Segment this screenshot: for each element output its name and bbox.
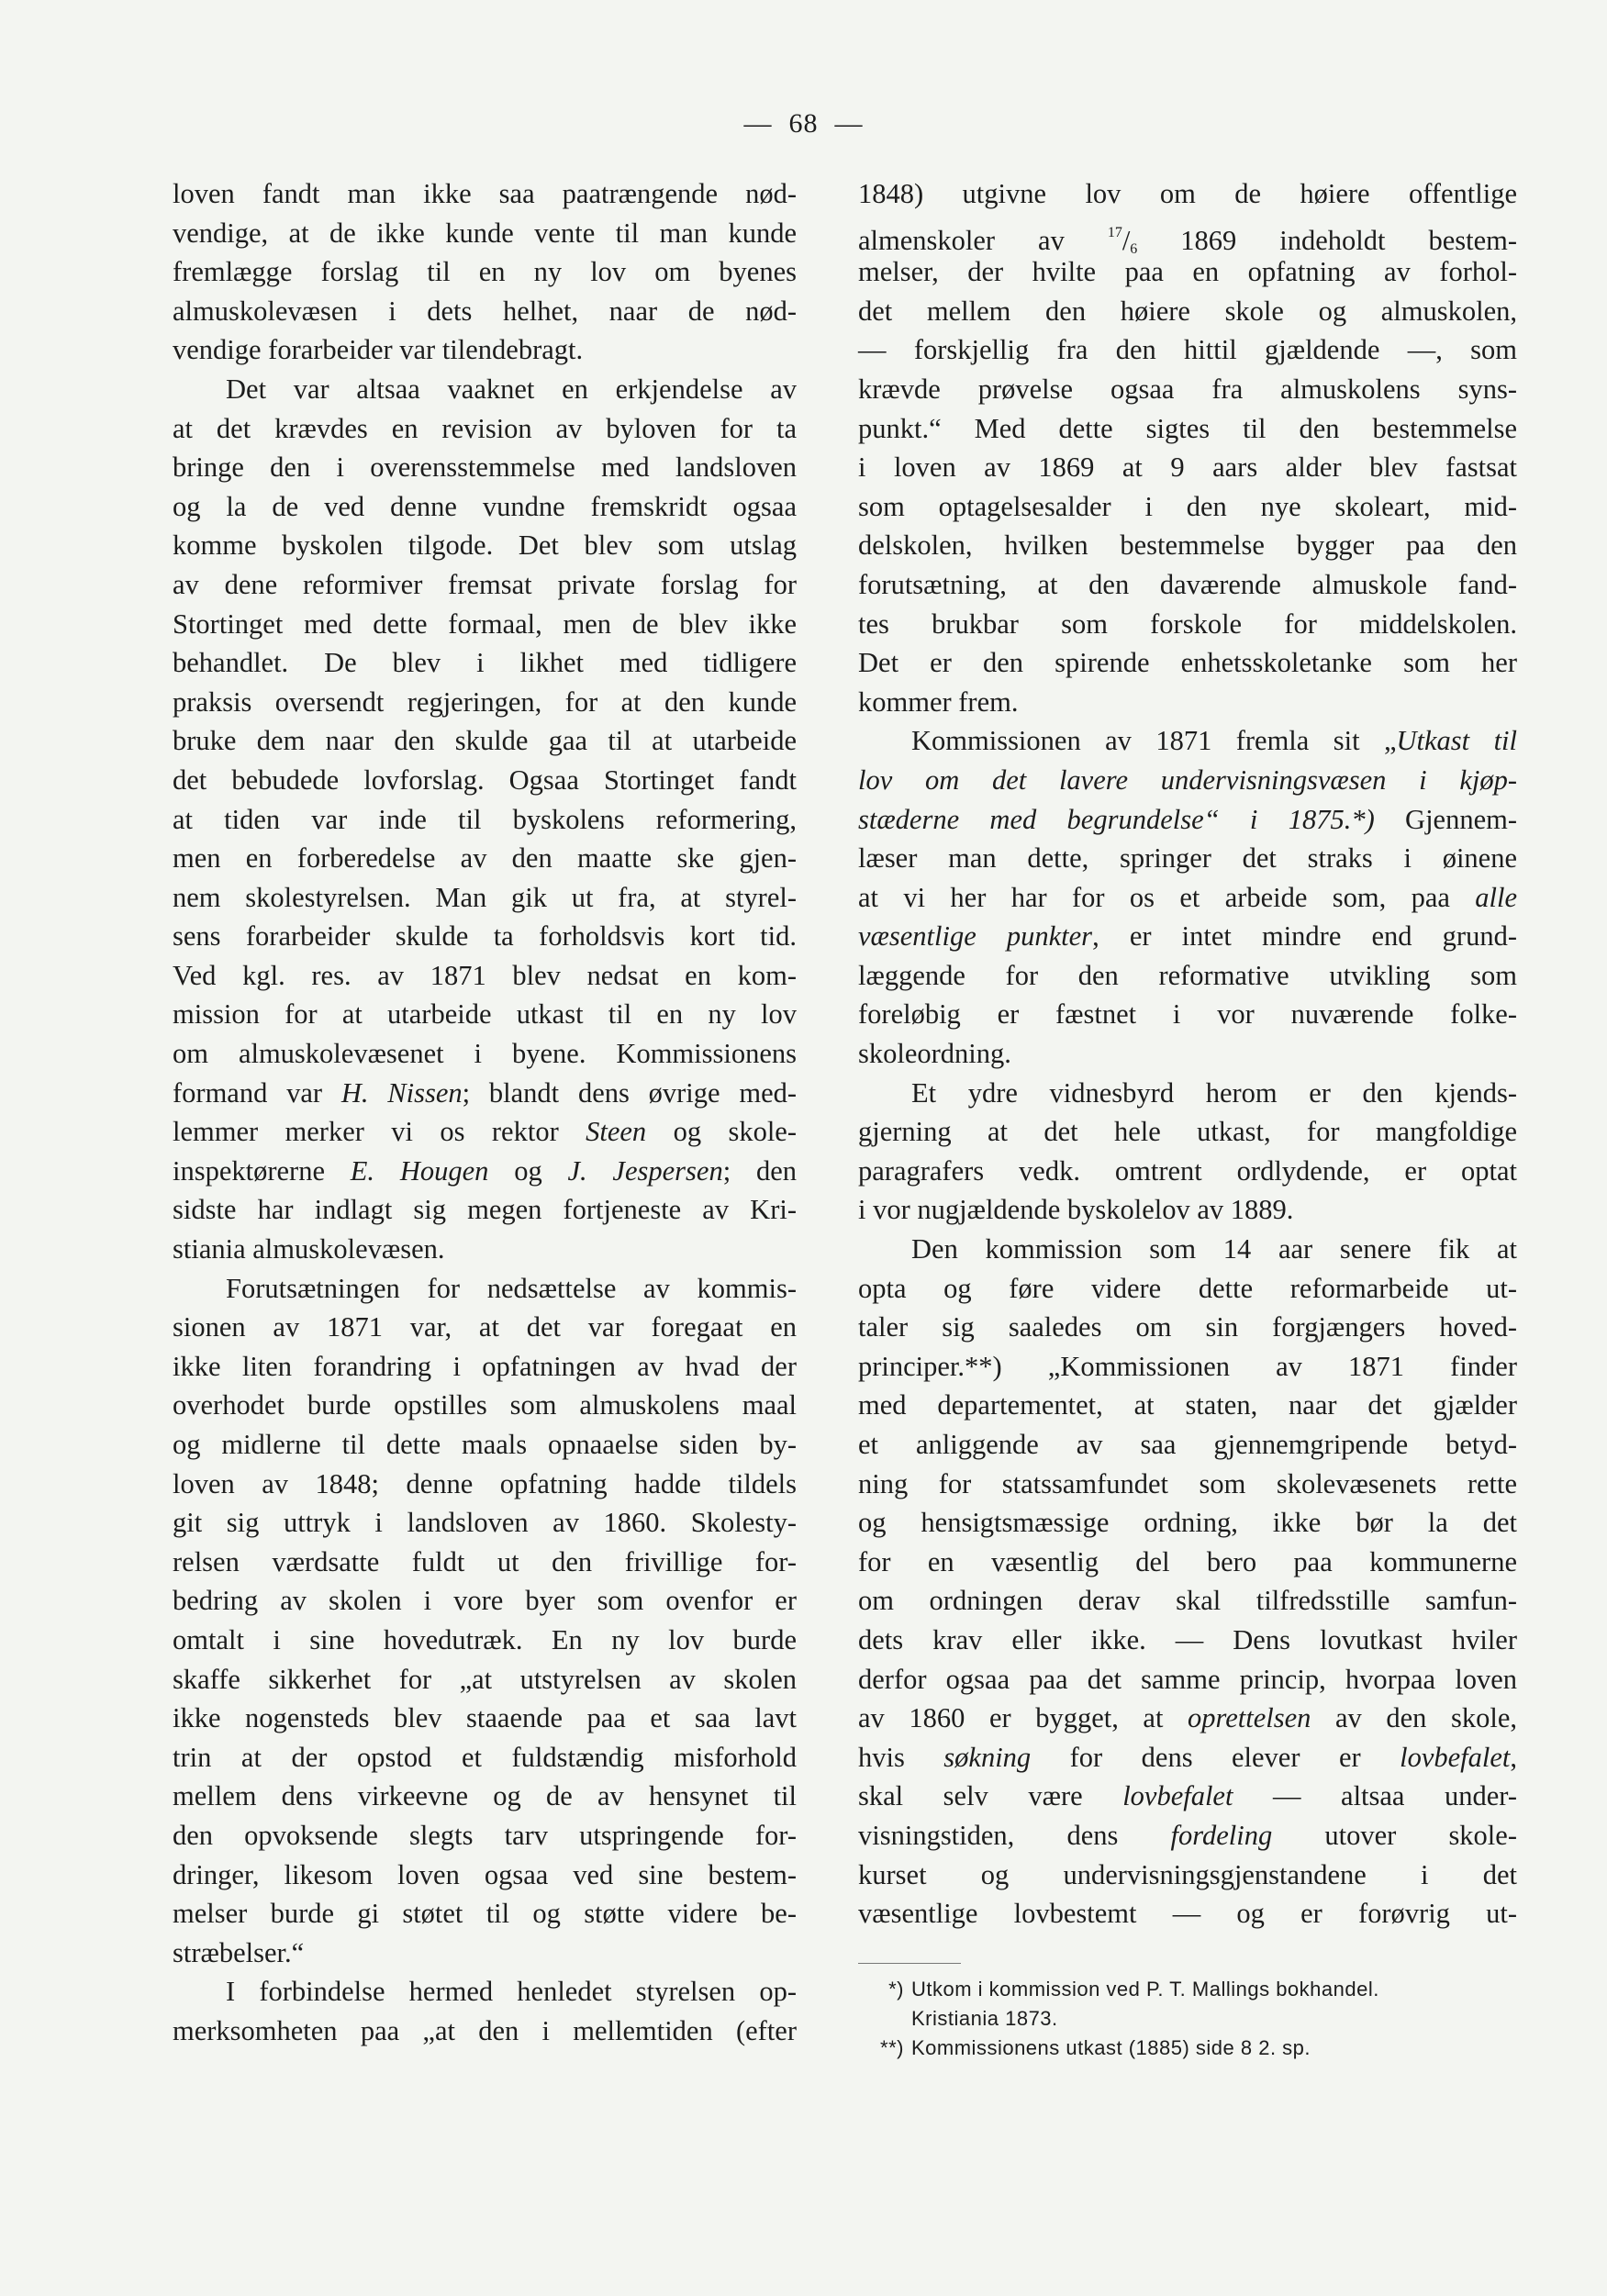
- text-line: melser, der hvilte paa en opfatning av forhol-: [858, 256, 1517, 288]
- text-segment: at vi her har for os et arbeide som, paa: [858, 881, 1450, 913]
- text-line: gjerning at det hele utkast, for mangfoldige: [858, 1116, 1517, 1148]
- text-line: bringe den i overensstemmelse med landsloven: [173, 451, 797, 484]
- text-line: om almuskolevæsenet i byene. Kommissionens: [173, 1038, 797, 1070]
- text-line: fremlægge forslag til en ny lov om byenes: [173, 256, 797, 288]
- footnotes: [858, 1975, 1501, 2063]
- text-line: [858, 917, 1517, 956]
- text-line: vendige forarbeider var tilendebragt.: [173, 334, 584, 366]
- text-line: loven av 1848; denne opfatning hadde tildels: [173, 1467, 797, 1499]
- footnote-1-continuation: Kristiania 1873.: [911, 2007, 1058, 2030]
- text-line: tes brukbar som forskole for middelskolen.: [858, 607, 1517, 640]
- text-line: ikke nogensteds blev staaende paa et saa lavt: [173, 1702, 797, 1734]
- text-line: [173, 1152, 797, 1191]
- text-line: foreløbig er fæstnet i vor nuværende folke-: [858, 998, 1517, 1031]
- text-segment: og skole-: [646, 1116, 797, 1148]
- footnote-mark: **): [880, 2036, 904, 2059]
- text-line: Ved kgl. res. av 1871 blev nedsat en kom-: [173, 959, 797, 991]
- page-number-dash-left: —: [743, 108, 773, 139]
- text-segment: utover skole-: [1272, 1819, 1517, 1851]
- text-line: i vor nugjældende byskolelov av 1889.: [858, 1194, 1294, 1226]
- person-name: E. Hougen: [350, 1154, 489, 1187]
- text-line: Stortinget med dette formaal, men de blev ikke: [173, 607, 797, 640]
- text-line: overhodet burde opstilles som almuskolens maal: [173, 1389, 797, 1421]
- text-segment: lemmer merker vi os rektor: [173, 1116, 559, 1148]
- footnote-text: Kommissionens utkast (1885) side 8 2. sp.: [911, 2036, 1311, 2059]
- text-line: at det krævdes en revision av byloven for ta: [173, 412, 797, 444]
- footnote-divider: [858, 1963, 961, 1964]
- footnote-mark: *): [888, 1978, 904, 2001]
- text-line: og la de ved denne vundne fremskridt ogsaa: [173, 490, 797, 522]
- person-name: J. Jespersen: [567, 1154, 723, 1187]
- date-month: 6: [1130, 240, 1138, 257]
- left-column: [173, 174, 797, 2051]
- text-line: Den kommission som 14 aar senere fik at: [911, 1233, 1517, 1265]
- text-line: [858, 1777, 1517, 1816]
- page-number-value: 68: [788, 108, 819, 139]
- text-line: behandlet. De blev i likhet med tidligere: [173, 647, 797, 679]
- text-line: for en væsentlig del bero paa kommunerne: [858, 1545, 1517, 1577]
- text-line: [858, 1816, 1517, 1856]
- text-segment: av den skole,: [1311, 1702, 1517, 1734]
- text-line: I forbindelse hermed henledet styrelsen op-: [226, 1976, 797, 2008]
- text-line: læggende for den reformative utvikling som: [858, 959, 1517, 991]
- text-line: [858, 1738, 1517, 1778]
- text-line: komme byskolen tilgode. Det blev som utslag: [173, 529, 797, 562]
- text-line: sidste har indlagt sig megen fortjeneste av Kri-: [173, 1194, 797, 1226]
- text-line: av dene reformiver fremsat private forslag for: [173, 568, 797, 600]
- text-segment: “ i 1875.*): [1203, 803, 1375, 835]
- text-line: dringer, likesom loven ogsaa ved sine bestem-: [173, 1858, 797, 1890]
- text-line: forutsætning, at den daværende almuskole fand-: [858, 568, 1517, 600]
- text-line: sionen av 1871 var, at det var foregaat en: [173, 1311, 797, 1343]
- text-line: trin at der opstod et fuldstændig misforhold: [173, 1741, 797, 1773]
- title-citation: Utkast til: [1396, 725, 1517, 757]
- text-line: derfor ogsaa paa det samme princip, hvorpaa loven: [858, 1663, 1517, 1695]
- text-line: — forskjellig fra den hittil gjældende —, som: [858, 334, 1517, 366]
- text-line: den opvoksende slegts tarv utspringende for-: [173, 1819, 797, 1851]
- emphasis: væsentlige punkter: [858, 920, 1093, 953]
- text-line: taler sig saaledes om sin forgjængers hoved-: [858, 1311, 1517, 1343]
- text-line: og midlerne til dette maals opnaaelse siden by-: [173, 1429, 797, 1460]
- text-segment: av 1860 er bygget, at: [858, 1702, 1164, 1734]
- text-line: Et ydre vidnesbyrd herom er den kjends-: [911, 1076, 1517, 1109]
- text-line: væsentlige lovbestemt — og er forøvrig ut-: [858, 1898, 1517, 1930]
- text-line: mellem dens virkeevne og de av hensynet til: [173, 1780, 797, 1812]
- text-line: [173, 1112, 797, 1152]
- text-line: stræbelser.“: [173, 1936, 305, 1968]
- emphasis: søkning: [943, 1741, 1032, 1773]
- text-line: lov om det lavere undervisningsvæsen i kjøp-: [858, 763, 1517, 796]
- text-line: 1848) utgivne lov om de høiere offentlige: [858, 178, 1517, 209]
- text-line: [858, 721, 1517, 761]
- text-line: bedring av skolen i vore byer som ovenfor er: [173, 1585, 797, 1617]
- text-line: melser burde gi støtet til og støtte videre be-: [173, 1898, 797, 1930]
- date-day: 17: [1107, 224, 1122, 240]
- text-line: Det var altsaa vaaknet en erkjendelse av: [226, 373, 797, 405]
- text-line: stiania almuskolevæsen.: [173, 1233, 445, 1265]
- text-line: almuskolevæsen i dets helhet, naar de nød-: [173, 295, 797, 327]
- text-segment: skal selv være: [858, 1780, 1083, 1812]
- text-line: kommer frem.: [858, 685, 1019, 718]
- text-line: vendige, at de ikke kunde vente til man kunde: [173, 217, 797, 249]
- text-line: praksis oversendt regjeringen, for at den kunde: [173, 685, 797, 718]
- text-line: Det er den spirende enhetsskoletanke som her: [858, 647, 1517, 679]
- emphasis: fordeling: [1170, 1819, 1273, 1851]
- emphasis: lovbefalet: [1400, 1741, 1511, 1773]
- text-line: bruke dem naar den skulde gaa til at utarbeide: [173, 725, 797, 757]
- text-segment: visningstiden, dens: [858, 1819, 1119, 1851]
- text-line: Forutsætningen for nedsættelse av kommis-: [226, 1272, 797, 1304]
- text-line: et anliggende av saa gjennemgripende betyd-: [858, 1429, 1517, 1460]
- text-segment: ,: [1510, 1741, 1517, 1773]
- text-line: det bebudede lovforslag. Ogsaa Stortinget fandt: [173, 763, 797, 796]
- text-segment: ; den: [722, 1154, 798, 1187]
- text-segment: for dens elever er: [1031, 1741, 1401, 1773]
- text-line: skoleordning.: [858, 1038, 1011, 1070]
- text-segment: formand var: [173, 1076, 323, 1109]
- text-line: punkt.“ Med dette sigtes til den bestemmelse: [858, 412, 1517, 444]
- text-line: ning for statssamfundet som skolevæsenets rette: [858, 1467, 1517, 1499]
- text-line: [858, 878, 1517, 918]
- text-line: mission for at utarbeide utkast til en ny lov: [173, 998, 797, 1031]
- footnote-2: [858, 2034, 1501, 2063]
- text-line: om ordningen derav skal tilfredsstille samfun-: [858, 1585, 1517, 1617]
- text-line: loven fandt man ikke saa paatrængende nød-: [173, 178, 797, 209]
- text-line: skaffe sikkerhet for „at utstyrelsen av skolen: [173, 1663, 797, 1695]
- text-line: almenskoler av $^{17}/_6$ 1869 indeholdt bestem-: [858, 224, 1517, 257]
- emphasis: lovbefalet: [1122, 1780, 1233, 1812]
- person-name: Steen: [586, 1116, 647, 1148]
- text-line: paragrafers vedk. omtrent ordlydende, er optat: [858, 1154, 1517, 1187]
- text-line: [858, 1699, 1517, 1738]
- page-number: [0, 108, 1607, 139]
- text-segment: 1869 indeholdt bestem-: [1137, 224, 1517, 256]
- text-line: principer.**) „Kommissionen av 1871 finder: [858, 1350, 1517, 1382]
- text-line: dets krav eller ikke. — Dens lovutkast hviler: [858, 1623, 1517, 1655]
- text-line: læser man dette, springer det straks i øinene: [858, 842, 1517, 875]
- person-name: H. Nissen: [340, 1076, 463, 1109]
- footnote-1: [858, 1975, 1501, 2004]
- text-line: delskolen, hvilken bestemmelse bygger paa den: [858, 529, 1517, 562]
- right-column: [858, 174, 1517, 1934]
- text-line: det mellem den høiere skole og almuskolen,: [858, 295, 1517, 327]
- text-line: og hensigtsmæssige ordning, ikke bør la det: [858, 1507, 1517, 1539]
- text-line: nem skolestyrelsen. Man gik ut fra, at styrel-: [173, 881, 797, 913]
- text-segment: ; blandt dens øvrige med-: [462, 1076, 798, 1109]
- text-line: [173, 1074, 797, 1113]
- emphasis: oprettelsen: [1188, 1702, 1311, 1734]
- text-segment: hvis: [858, 1741, 905, 1773]
- text-line: med departementet, at staten, naar det gjælder: [858, 1389, 1517, 1421]
- text-line: som optagelsesalder i den nye skoleart, mid-: [858, 490, 1517, 522]
- text-line: relsen værdsatte fuldt ut den frivillige for-: [173, 1545, 797, 1577]
- text-line: krævde prøvelse ogsaa fra almuskolens syns-: [858, 373, 1517, 405]
- page-number-dash-right: —: [834, 108, 864, 139]
- text-line: sens forarbeider skulde ta forholdsvis kort tid.: [173, 920, 797, 953]
- text-line: i loven av 1869 at 9 aars alder blev fastsat: [858, 451, 1517, 484]
- text-line: at tiden var inde til byskolens reformering,: [173, 803, 797, 835]
- text-segment: inspektørerne: [173, 1154, 325, 1187]
- text-line: kurset og undervisningsgjenstandene i det: [858, 1858, 1517, 1890]
- footnote-text: Utkom i kommission ved P. T. Mallings bokhandel.: [911, 1978, 1379, 2001]
- text-line: omtalt i sine hovedutræk. En ny lov burde: [173, 1623, 797, 1655]
- text-line: [858, 800, 1517, 840]
- text-segment: Kommissionen av 1871 fremla sit „: [911, 725, 1397, 757]
- emphasis: alle: [1475, 881, 1517, 913]
- text-line: opta og føre videre dette reformarbeide ut-: [858, 1272, 1517, 1304]
- text-segment: — altsaa under-: [1233, 1780, 1517, 1812]
- text-line: ikke liten forandring i opfatningen av hvad der: [173, 1350, 797, 1382]
- text-segment: og: [488, 1154, 568, 1187]
- text-line: men en forberedelse av den maatte ske gjen-: [173, 842, 797, 875]
- text-line: git sig uttryk i landsloven av 1860. Skolesty-: [173, 1507, 797, 1539]
- text-segment: Gjennem-: [1374, 803, 1517, 835]
- text-segment: , er intet mindre end grund-: [1092, 920, 1517, 953]
- text-line: merksomheten paa „at den i mellemtiden (efter: [173, 2014, 797, 2046]
- text-segment: almenskoler av: [858, 224, 1065, 256]
- title-citation: stæderne med begrundelse: [858, 803, 1204, 835]
